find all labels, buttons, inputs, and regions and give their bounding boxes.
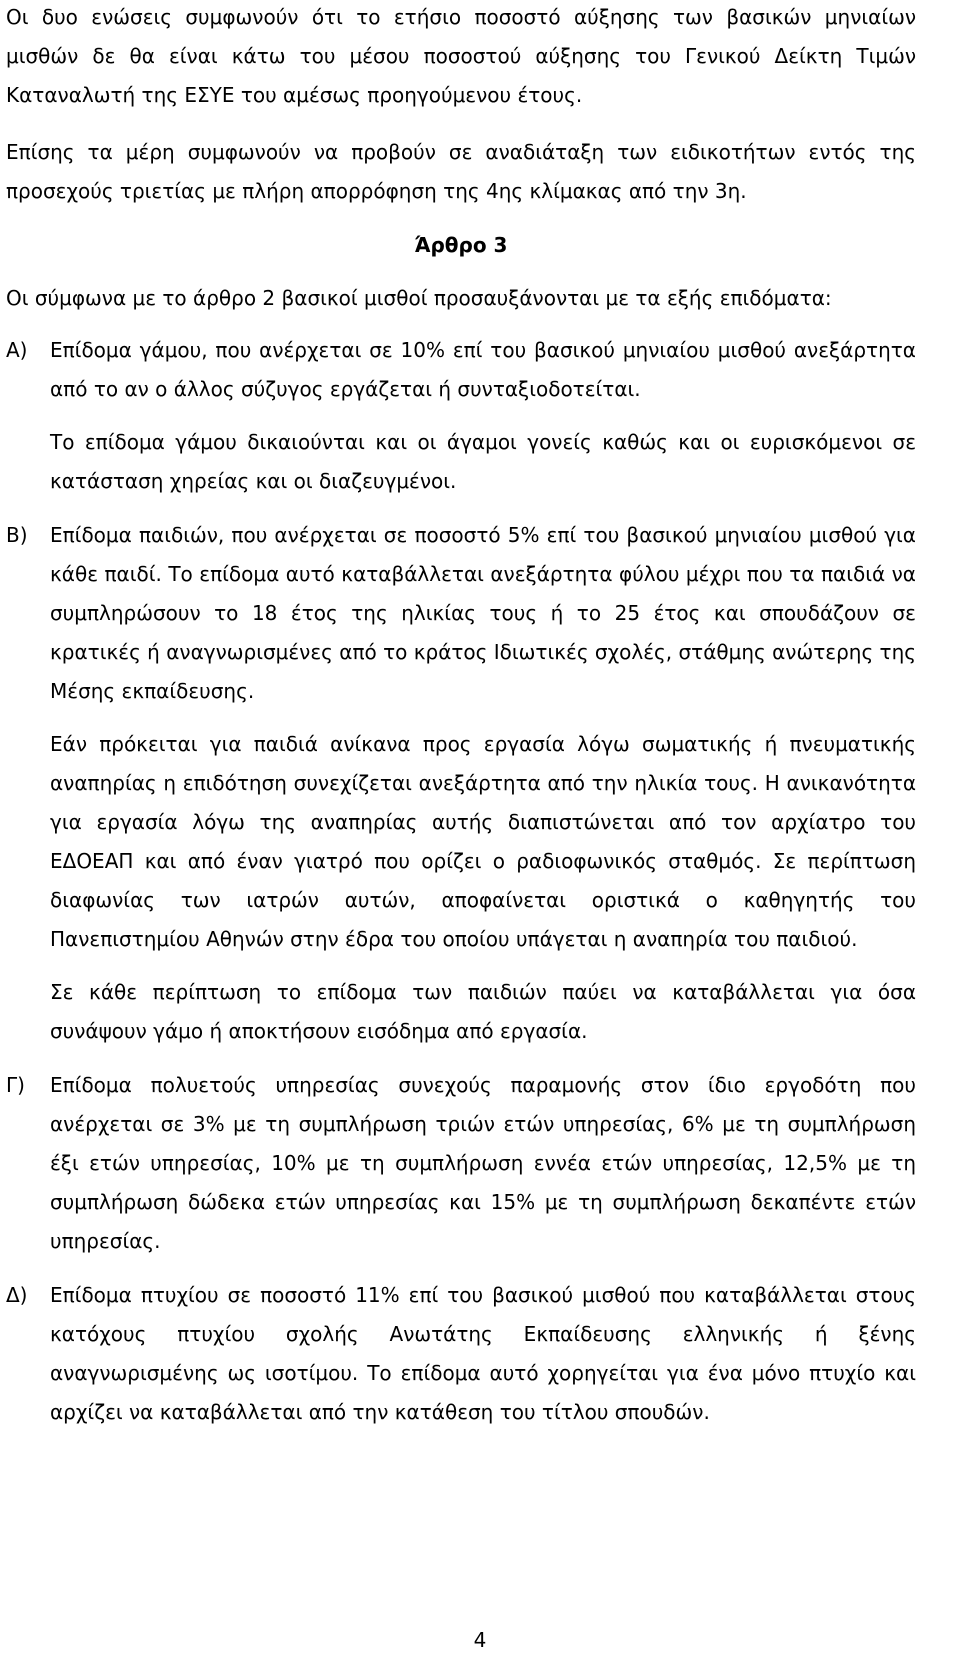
article-heading: Άρθρο 3 xyxy=(414,233,508,257)
item-a-extra-paragraph: Το επίδομα γάμου δικαιούνται και οι άγαμοι γονείς καθώς και οι ευρισκόμενοι σε κατάσταση χηρείας και οι διαζευγμένοι. xyxy=(50,430,916,493)
item-marker: Δ) xyxy=(6,1283,28,1307)
article-intro: Οι σύμφωνα με το άρθρο 2 βασικοί μισθοί προσαυξάνονται με τα εξής επιδόματα: xyxy=(6,286,832,310)
item-text: Επίδομα πολυετούς υπηρεσίας συνεχούς παραμονής στον ίδιο εργοδότη που ανέρχεται σε 3% με τη συμπλήρωση τριών ετών υπηρεσίας, 6% με τη συμπλήρωση έξι ετών υπηρεσίας, 10% με τη συμπλήρωση εννέα ετών υπηρεσίας, 12,5% με τη συμπλήρωση δώδεκα ετών υπηρεσίας και 15% με τη συμπλήρωση δεκαπέντε ετών υπηρεσίας. xyxy=(50,1073,916,1253)
list-item-a xyxy=(6,331,916,409)
list-item-c xyxy=(6,1066,916,1261)
item-text: Επίδομα γάμου, που ανέρχεται σε 10% επί του βασικού μηνιαίου μισθού ανεξάρτητα από το αν ο άλλος σύζυγος εργάζεται ή συνταξιοδοτείται. xyxy=(50,338,916,401)
intro-paragraph-1: Οι δυο ενώσεις συμφωνούν ότι το ετήσιο ποσοστό αύξησης των βασικών μηνιαίων μισθών δε θα είναι κάτω του μέσου ποσοστού αύξησης του Γενικού Δείκτη Τιμών Καταναλωτή της ΕΣΥΕ του αμέσως προηγούμενου έτους. xyxy=(6,5,916,107)
item-b-extra-paragraph: Σε κάθε περίπτωση το επίδομα των παιδιών παύει να καταβάλλεται για όσα συνάψουν γάμο ή αποκτήσουν εισόδημα από εργασία. xyxy=(50,980,916,1043)
intro-paragraph-2: Επίσης τα μέρη συμφωνούν να προβούν σε αναδιάταξη των ειδικοτήτων εντός της προσεχούς τριετίας με πλήρη απορρόφηση της 4ης κλίμακας από την 3η. xyxy=(6,140,916,203)
item-marker: Β) xyxy=(6,523,28,547)
page-number: 4 xyxy=(473,1628,487,1652)
list-item-b xyxy=(6,516,916,711)
document-page xyxy=(6,0,916,1656)
item-marker: Α) xyxy=(6,338,28,362)
item-text: Επίδομα παιδιών, που ανέρχεται σε ποσοστό 5% επί του βασικού μηνιαίου μισθού για κάθε παιδί. Το επίδομα αυτό καταβάλλεται ανεξάρτητα φύλου μέχρι που τα παιδιά να συμπληρώσουν το 18 έτος της ηλικίας τους ή το 25 έτος και σπουδάζουν σε κρατικές ή αναγνωρισμένες από το κράτος Ιδιωτικές σχολές, στάθμης ανώτερης της Μέσης εκπαίδευσης. xyxy=(50,523,916,703)
item-b-extra-paragraph: Εάν πρόκειται για παιδιά ανίκανα προς εργασία λόγω σωματικής ή πνευματικής αναπηρίας η επιδότηση συνεχίζεται ανεξάρτητα από την ηλικία τους. Η ανικανότητα για εργασία λόγω της αναπηρίας αυτής διαπιστώνεται από τον αρχίατρο του ΕΔΟΕΑΠ και από έναν γιατρό που ορίζει ο ραδιοφωνικός σταθμός. Σε περίπτωση διαφωνίας των ιατρών αυτών, αποφαίνεται οριστικά ο καθηγητής του Πανεπιστημίου Αθηνών στην έδρα του οποίου υπάγεται η αναπηρία του παιδιού. xyxy=(50,732,916,951)
item-marker: Γ) xyxy=(6,1073,25,1097)
list-item-d xyxy=(6,1276,916,1432)
item-text: Επίδομα πτυχίου σε ποσοστό 11% επί του βασικού μισθού που καταβάλλεται στους κατόχους πτυχίου σχολής Ανωτάτης Εκπαίδευσης ελληνικής ή ξένης αναγνωρισμένης ως ισοτίμου. Το επίδομα αυτό χορηγείται για ένα μόνο πτυχίο και αρχίζει να καταβάλλεται από την κατάθεση του τίτλου σπουδών. xyxy=(50,1283,916,1424)
